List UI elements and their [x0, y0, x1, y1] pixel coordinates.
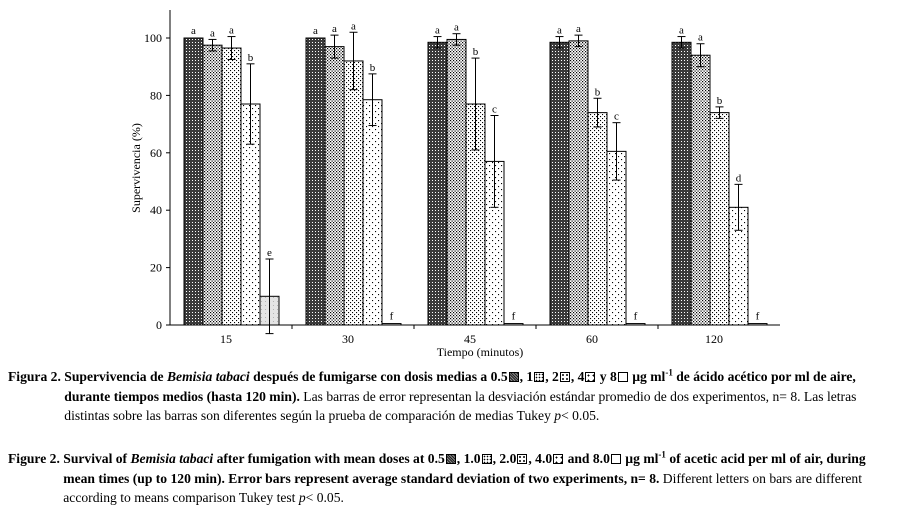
bar	[447, 39, 466, 325]
caption-en-p-symbol: p	[298, 490, 306, 505]
caption-es-part1: Supervivencia de	[64, 369, 167, 384]
bar	[569, 41, 588, 325]
bar	[428, 42, 447, 325]
caption-en-dose2: , 1.0	[456, 451, 481, 466]
caption-es-dose1: 0.5	[490, 369, 508, 384]
significance-letter: b	[247, 51, 254, 64]
y-tick-label: 60	[150, 145, 162, 160]
caption-es-p-symbol: p	[554, 408, 562, 423]
legend-swatch-dots	[534, 372, 544, 382]
significance-letter: f	[755, 310, 760, 323]
caption-en-unit: µg ml	[621, 451, 659, 466]
caption-en-label: Figure 2.	[8, 451, 64, 466]
significance-letter: b	[716, 94, 723, 107]
significance-letter: a	[313, 25, 318, 37]
significance-letter: f	[389, 310, 394, 323]
bar	[710, 113, 729, 325]
bar	[382, 324, 401, 325]
significance-letter: a	[557, 24, 562, 37]
caption-en-dose1: 0.5	[427, 451, 445, 466]
x-tick-label: 15	[220, 332, 232, 346]
bar	[363, 100, 382, 325]
caption-english	[8, 449, 896, 508]
bar	[588, 113, 607, 325]
bar	[550, 42, 569, 325]
caption-spanish	[8, 367, 896, 426]
significance-letter: a	[191, 25, 196, 37]
bar	[691, 55, 710, 325]
significance-letter: f	[511, 310, 516, 323]
significance-letter: b	[594, 86, 601, 99]
caption-es-part5: Las barras de error representan la desviación estándar promedio de dos experimentos, n= 8. Las letras distintas sobre las barras son diferentes según la prueba de comparación de medias Tukey	[64, 388, 857, 423]
x-tick-label: 45	[464, 332, 476, 346]
bar	[672, 42, 691, 325]
y-tick-label: 100	[144, 31, 162, 45]
bar	[203, 45, 222, 325]
legend-swatch-dense	[446, 454, 456, 464]
legend-swatch-sparse	[585, 372, 595, 382]
significance-letter: a	[576, 23, 581, 36]
significance-letter: b	[472, 46, 479, 59]
caption-es-species: Bemisia tabaci	[166, 369, 250, 384]
significance-letter: a	[332, 23, 337, 36]
significance-letter: a	[210, 27, 215, 40]
legend-swatch-sparse	[553, 454, 563, 464]
y-tick-label: 40	[150, 203, 162, 218]
caption-en-part6: < 0.05.	[305, 490, 344, 505]
y-tick-label: 20	[150, 260, 162, 275]
bar	[222, 48, 241, 325]
legend-swatch-empty	[618, 372, 628, 382]
bar	[184, 38, 203, 325]
x-tick-label: 30	[342, 332, 354, 346]
caption-en-species: Bemisia tabaci	[130, 451, 214, 466]
y-axis-label: Supervivencia (%)	[129, 123, 143, 213]
x-axis-label: Tiempo (minutos)	[436, 345, 524, 359]
bar	[748, 324, 767, 325]
caption-es-dose4: , 4	[570, 369, 585, 384]
significance-letter: a	[679, 24, 684, 37]
caption-es-dose5: y 8	[596, 369, 617, 384]
significance-letter: a	[435, 24, 440, 37]
caption-es-dose3: , 2	[545, 369, 559, 384]
caption-en-dose3: , 2.0	[492, 451, 517, 466]
significance-letter: e	[267, 246, 272, 259]
caption-es-dose2: , 1	[519, 369, 534, 384]
significance-letter: a	[229, 24, 234, 37]
caption-en-part5: Different letters on bars are different according to means comparison Tukey test	[63, 470, 862, 505]
caption-es-part4: de ácido acético por ml de aire, durante tiempos medios (hasta 120 min).	[64, 369, 856, 404]
legend-swatch-cross	[560, 372, 570, 382]
caption-en-unit-sup: -1	[658, 449, 666, 460]
legend-swatch-empty	[611, 454, 621, 464]
caption-en-part1: Survival of	[63, 451, 131, 466]
caption-es-part2: después de fumigarse con dosis medias a	[249, 369, 491, 384]
significance-letter: f	[633, 310, 638, 323]
significance-letter: b	[369, 61, 376, 74]
caption-en-part4: of acetic acid per ml of air, during mean times (up to 120 min). Error bars represent average standard deviation of two experiments, n= 8.	[63, 451, 866, 486]
x-tick-label: 60	[586, 332, 598, 346]
x-tick-label: 120	[705, 332, 723, 346]
caption-en-dose5: and 8.0	[564, 451, 610, 466]
significance-letter: a	[454, 21, 459, 34]
caption-es-part6: < 0.05.	[561, 408, 600, 423]
caption-es-unit-sup: -1	[665, 367, 673, 378]
significance-letter: a	[698, 31, 703, 44]
legend-swatch-dense	[509, 372, 519, 382]
bar	[325, 47, 344, 325]
y-tick-label: 0	[156, 318, 162, 332]
bar	[626, 324, 645, 325]
bar	[344, 61, 363, 325]
significance-letter: a	[351, 20, 356, 33]
significance-letter: d	[735, 172, 742, 185]
significance-letter: c	[492, 103, 497, 116]
bar	[504, 324, 523, 325]
legend-swatch-dots	[482, 454, 492, 464]
significance-letter: c	[614, 110, 619, 123]
legend-swatch-cross	[517, 454, 527, 464]
caption-es-unit: µg ml	[628, 369, 666, 384]
y-tick-label: 80	[150, 88, 162, 103]
caption-es-label: Figura 2.	[8, 369, 65, 384]
caption-en-part2: after fumigation with mean doses at	[213, 451, 428, 466]
caption-en-dose4: , 4.0	[528, 451, 553, 466]
bar	[306, 38, 325, 325]
